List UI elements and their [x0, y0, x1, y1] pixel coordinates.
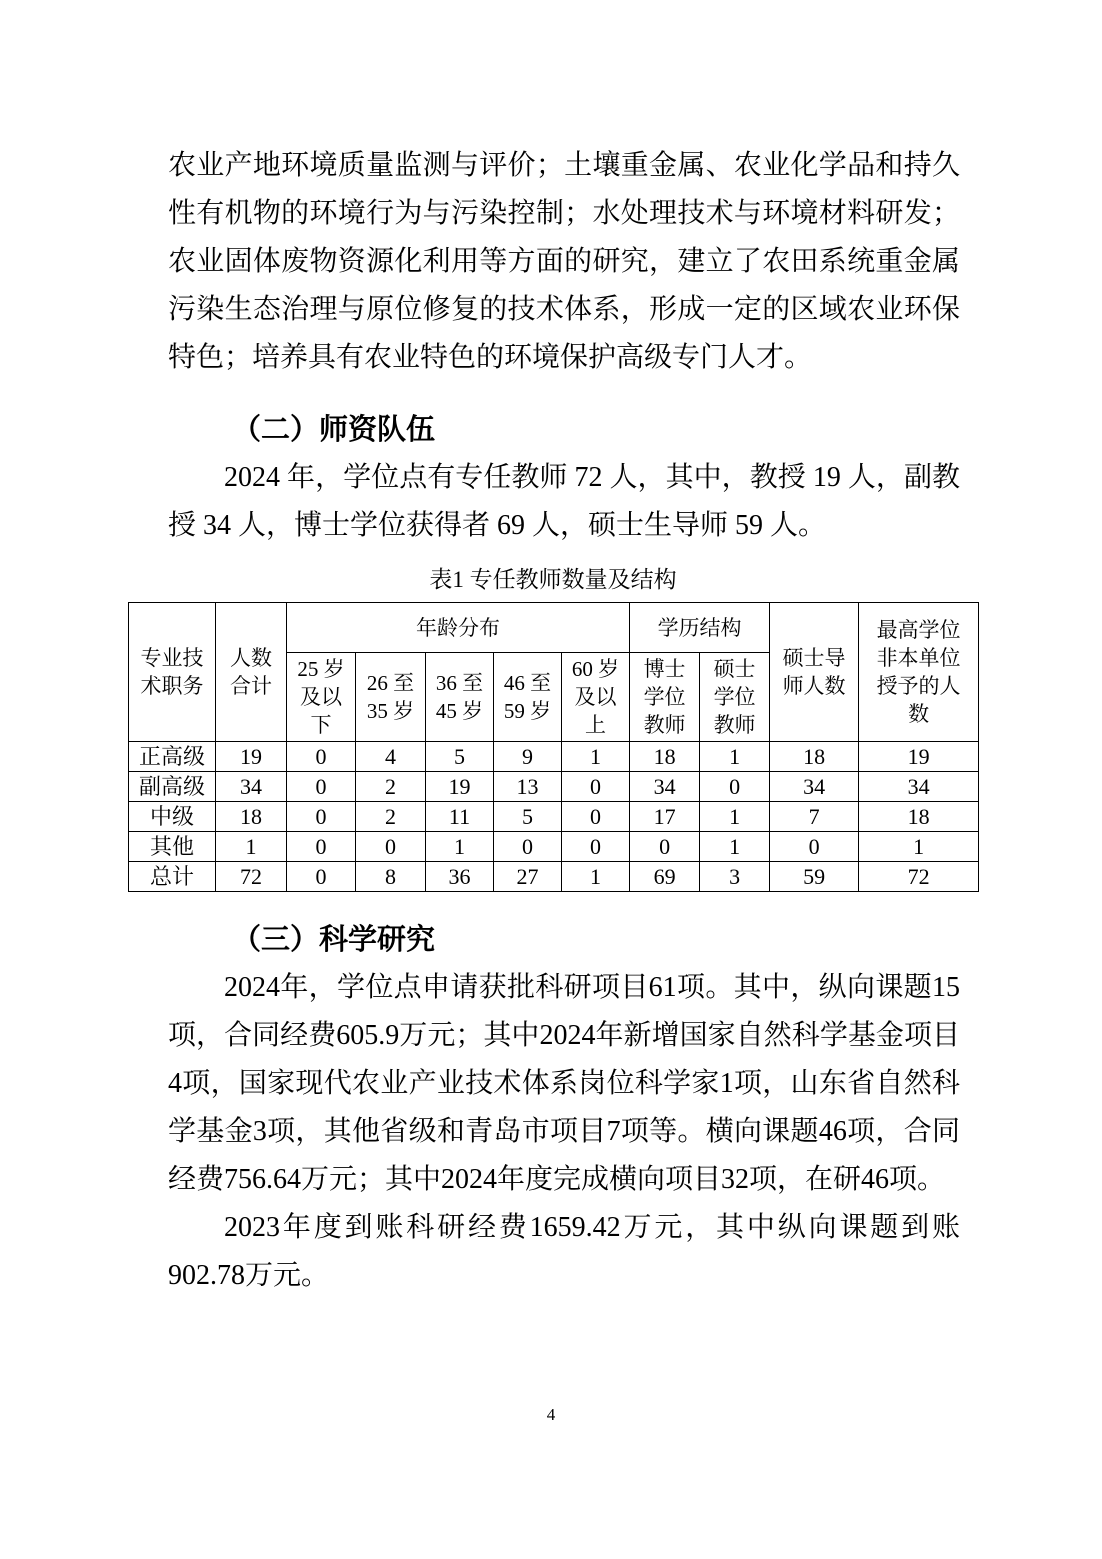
value-cell: 1 [562, 862, 630, 892]
value-cell: 4 [356, 742, 426, 772]
paragraph-research-projects: 2024年，学位点申请获批科研项目61项。其中，纵向课题15项，合同经费605.9万元；其中2024年新增国家自然科学基金项目4项，国家现代农业产业技术体系岗位科学家1项，山东省自然科学基金3项，其他省级和青岛市项目7项等。横向课题46项，合同经费756.64万元；其中2024年度完成横向项目32项，在研46项。 [168, 972, 960, 1195]
value-cell: 5 [426, 742, 494, 772]
header-edu-0: 博士学位教师 [630, 653, 700, 742]
header-col-external: 最高学位非本单位授予的人数 [859, 603, 979, 742]
header-age-2: 36 至 45 岁 [426, 653, 494, 742]
table-row [129, 802, 979, 832]
value-cell: 19 [859, 742, 979, 772]
value-cell: 34 [859, 772, 979, 802]
value-cell: 34 [216, 772, 287, 802]
value-cell: 0 [562, 832, 630, 862]
value-cell: 0 [287, 772, 356, 802]
header-col-total: 人数合计 [216, 603, 287, 742]
value-cell: 1 [700, 802, 770, 832]
table-row [129, 862, 979, 892]
value-cell: 1 [426, 832, 494, 862]
header-col-supervisor: 硕士导师人数 [770, 603, 859, 742]
value-cell: 59 [770, 862, 859, 892]
value-cell: 72 [216, 862, 287, 892]
row-title-cell: 其他 [129, 832, 216, 862]
value-cell: 0 [562, 772, 630, 802]
value-cell: 0 [700, 772, 770, 802]
value-cell: 17 [630, 802, 700, 832]
value-cell: 0 [287, 742, 356, 772]
teacher-structure-table [128, 602, 979, 892]
table-row [129, 832, 979, 862]
value-cell: 18 [859, 802, 979, 832]
value-cell: 11 [426, 802, 494, 832]
table-header-row-groups [129, 603, 979, 653]
row-title-cell: 副高级 [129, 772, 216, 802]
header-age-group: 年龄分布 [287, 603, 630, 653]
value-cell: 18 [770, 742, 859, 772]
value-cell: 5 [494, 802, 562, 832]
header-age-1: 26 至 35 岁 [356, 653, 426, 742]
row-title-cell: 中级 [129, 802, 216, 832]
paragraph-research-features: 农业产地环境质量监测与评价；土壤重金属、农业化学品和持久性有机物的环境行为与污染控制；水处理技术与环境材料研发；农业固体废物资源化利用等方面的研究，建立了农田系统重金属污染生态治理与原位修复的技术体系，形成一定的区域农业环保特色；培养具有农业特色的环境保护高级专门人才。 [168, 150, 960, 373]
value-cell: 1 [216, 832, 287, 862]
table-caption: 表1 专任教师数量及结构 [429, 567, 677, 592]
value-cell: 13 [494, 772, 562, 802]
header-col-title: 专业技术职务 [129, 603, 216, 742]
value-cell: 3 [700, 862, 770, 892]
value-cell: 27 [494, 862, 562, 892]
value-cell: 72 [859, 862, 979, 892]
header-age-3: 46 至 59 岁 [494, 653, 562, 742]
value-cell: 18 [216, 802, 287, 832]
table-header [129, 603, 979, 742]
value-cell: 0 [287, 832, 356, 862]
value-cell: 36 [426, 862, 494, 892]
value-cell: 2 [356, 802, 426, 832]
value-cell: 9 [494, 742, 562, 772]
table-row [129, 742, 979, 772]
value-cell: 18 [630, 742, 700, 772]
paragraph-faculty-stats: 2024 年，学位点有专任教师 72 人，其中，教授 19 人，副教授 34 人，博士学位获得者 69 人，硕士生导师 59 人。 [168, 462, 960, 541]
section-heading-research: （三）科学研究 [232, 924, 436, 956]
header-age-0: 25 岁及以下 [287, 653, 356, 742]
value-cell: 0 [562, 802, 630, 832]
value-cell: 1 [700, 742, 770, 772]
teacher-table-block [128, 564, 978, 892]
value-cell: 0 [770, 832, 859, 862]
row-title-cell: 总计 [129, 862, 216, 892]
value-cell: 1 [700, 832, 770, 862]
value-cell: 7 [770, 802, 859, 832]
row-title-cell: 正高级 [129, 742, 216, 772]
value-cell: 0 [287, 802, 356, 832]
value-cell: 0 [287, 862, 356, 892]
value-cell: 34 [770, 772, 859, 802]
value-cell: 19 [426, 772, 494, 802]
section-heading-faculty: （二）师资队伍 [232, 414, 436, 446]
page-number: 4 [546, 1405, 556, 1424]
value-cell: 1 [562, 742, 630, 772]
value-cell: 0 [494, 832, 562, 862]
page-content [138, 142, 961, 1300]
teacher-table-body [129, 742, 979, 892]
header-edu-1: 硕士学位教师 [700, 653, 770, 742]
table-row [129, 772, 979, 802]
value-cell: 8 [356, 862, 426, 892]
value-cell: 34 [630, 772, 700, 802]
value-cell: 0 [630, 832, 700, 862]
value-cell: 2 [356, 772, 426, 802]
value-cell: 19 [216, 742, 287, 772]
value-cell: 69 [630, 862, 700, 892]
paragraph-research-funding: 2023年度到账科研经费1659.42万元，其中纵向课题到账902.78万元。 [168, 1212, 960, 1291]
value-cell: 0 [356, 832, 426, 862]
value-cell: 1 [859, 832, 979, 862]
header-age-4: 60 岁及以上 [562, 653, 630, 742]
header-edu-group: 学历结构 [630, 603, 770, 653]
